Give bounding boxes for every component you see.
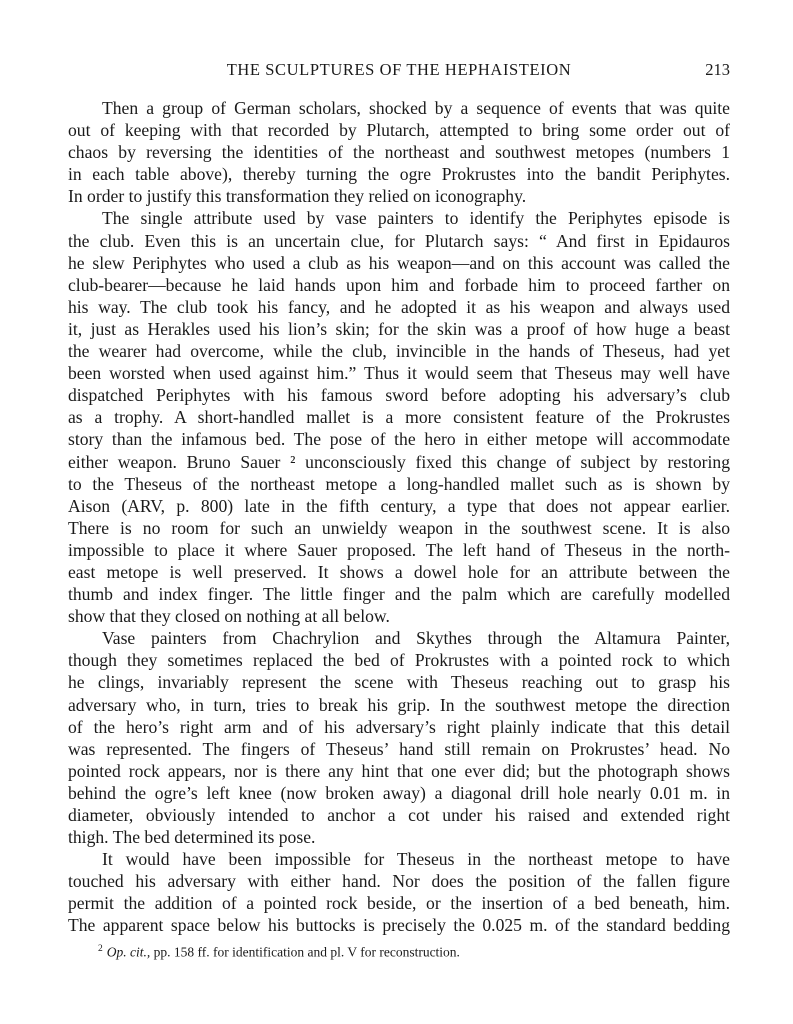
body-text: [68, 97, 730, 937]
text-line: In order to justify this transformation they relied on iconography.: [68, 186, 527, 207]
text-line: as a trophy. A short-handled mallet is a more consistent feature of the Prokrustes: [68, 407, 730, 428]
text-line: adversary who, in turn, tries to break his grip. In the southwest metope the direction: [68, 694, 730, 715]
text-line: out of keeping with that recorded by Plutarch, attempted to bring some order out of: [68, 120, 730, 141]
text-line: behind the ogre’s left knee (now broken away) a diagonal drill hole nearly 0.01 m. in: [68, 782, 730, 803]
text-line: club-bearer—because he laid hands upon him and forbade him to proceed farther on: [68, 274, 730, 295]
footnote-citation: Op. cit.,: [106, 944, 151, 960]
text-line: Then a group of German scholars, shocked by a sequence of events that was quite: [102, 98, 730, 118]
text-line: impossible to place it where Sauer proposed. The left hand of Theseus in the north-: [68, 539, 730, 560]
text-line: There is no room for such an unwieldy weapon in the southwest scene. It is also: [68, 517, 730, 538]
text-line: thumb and index finger. The little finger and the palm which are carefully modelled: [68, 584, 730, 605]
text-line: dispatched Periphytes with his famous sword before adopting his adversary’s club: [68, 385, 730, 406]
text-line: It would have been impossible for Theseus in the northeast metope to have: [102, 849, 730, 870]
footnote-marker: 2: [98, 944, 103, 954]
running-title: THE SCULPTURES OF THE HEPHAISTEION: [226, 60, 572, 79]
text-line: Aison (ARV, p. 800) late in the fifth century, a type that does not appear earlier.: [68, 495, 730, 516]
text-line: show that they closed on nothing at all below.: [68, 606, 390, 627]
text-line: permit the addition of a pointed rock beside, or the insertion of a bed beneath, him.: [68, 893, 730, 914]
text-line: in each table above), thereby turning the ogre Prokrustes into the bandit Periphytes.: [68, 164, 730, 185]
text-line: his way. The club took his fancy, and he adopted it as his weapon and always used: [68, 296, 730, 317]
text-line: The single attribute used by vase painters to identify the Periphytes episode is: [102, 208, 730, 229]
text-line: been worsted when used against him.” Thus it would seem that Theseus may well have: [68, 363, 730, 384]
text-line: The apparent space below his buttocks is precisely the 0.025 m. of the standard bedding: [68, 915, 730, 936]
text-line: east metope is well preserved. It shows a dowel hole for an attribute between the: [68, 561, 730, 582]
footnote: [98, 944, 460, 961]
text-line: it, just as Herakles used his lion’s skin; for the skin was a proof of how huge a beast: [68, 318, 730, 339]
page-number: 213: [705, 60, 730, 79]
text-line: thigh. The bed determined its pose.: [68, 827, 316, 848]
text-line: touched his adversary with either hand. Nor does the position of the fallen figure: [68, 871, 730, 892]
text-line: story than the infamous bed. The pose of the hero in either metope will accommodate: [68, 429, 730, 450]
text-line: of the hero’s right arm and of his adversary’s right plainly indicate that this detail: [68, 716, 730, 737]
text-line: to the Theseus of the northeast metope a long-handled mallet such as is shown by: [68, 473, 730, 494]
text-line: he slew Periphytes who used a club as his weapon—and on this account was called the: [68, 252, 730, 273]
text-line: chaos by reversing the identities of the northeast and southwest metopes (numbers 1: [68, 142, 730, 163]
text-line: Vase painters from Chachrylion and Skythes through the Altamura Painter,: [102, 628, 730, 649]
text-line: though they sometimes replaced the bed of Prokrustes with a pointed rock to which: [68, 650, 730, 671]
text-line: pointed rock appears, nor is there any hint that one ever did; but the photograph shows: [68, 760, 730, 781]
footnote-text: pp. 158 ff. for identification and pl. V for reconstruction.: [153, 944, 460, 960]
text-line: the wearer had overcome, while the club, invincible in the hands of Theseus, had yet: [68, 341, 730, 362]
text-line: either weapon. Bruno Sauer ² unconsciously fixed this change of subject by restoring: [68, 451, 730, 472]
text-line: was represented. The fingers of Theseus’ hand still remain on Prokrustes’ head. No: [68, 738, 730, 759]
text-line: the club. Even this is an uncertain clue, for Plutarch says: “ And first in Epidauros: [68, 230, 730, 251]
text-line: he clings, invariably represent the scene with Theseus reaching out to grasp his: [68, 672, 730, 693]
running-header: [68, 60, 730, 82]
text-line: diameter, obviously intended to anchor a cot under his raised and extended right: [68, 805, 730, 825]
